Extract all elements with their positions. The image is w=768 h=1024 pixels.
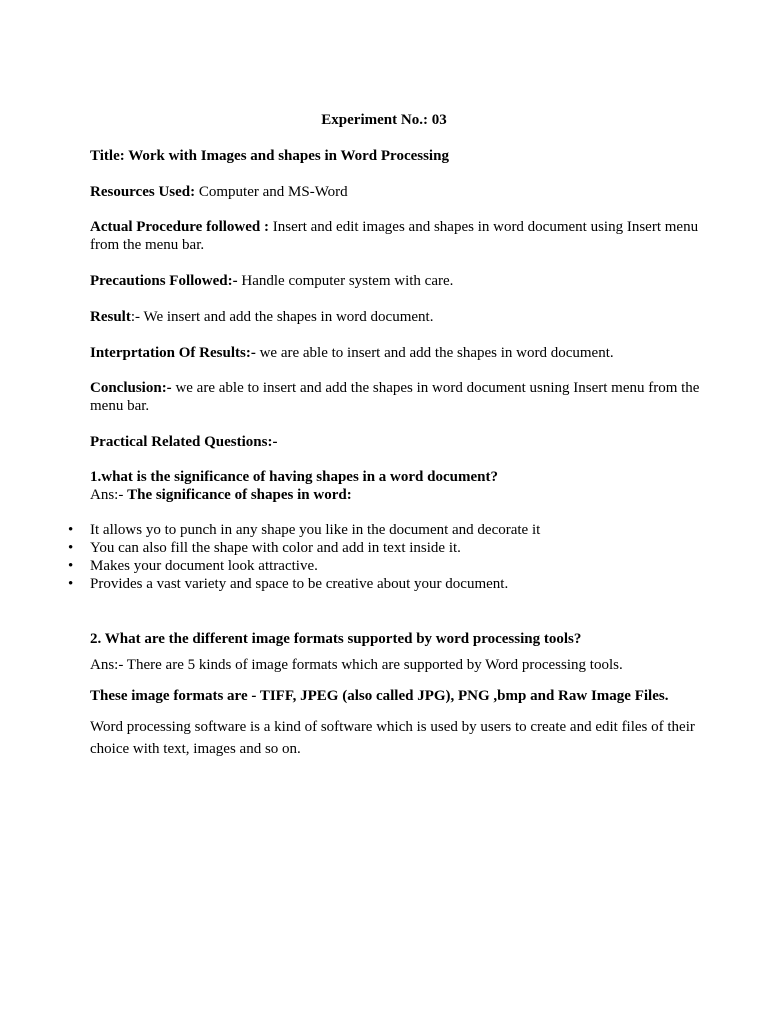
resources-text: Computer and MS-Word bbox=[195, 184, 348, 200]
bullet-icon: • bbox=[68, 522, 74, 538]
experiment-heading: Experiment No.: 03 bbox=[321, 112, 447, 128]
conclusion-text: we are able to insert and add the shapes in word document usning Insert menu from the menu bar. bbox=[90, 380, 700, 414]
precautions-label: Precautions Followed:- bbox=[90, 273, 238, 289]
closing-text: Word processing software is a kind of software which is used by users to create and edit files of their choice with text, images and so on. bbox=[90, 719, 695, 757]
resources-paragraph bbox=[90, 183, 710, 201]
practical-heading bbox=[90, 433, 710, 451]
image-formats bbox=[90, 687, 710, 705]
bullet-icon: • bbox=[68, 558, 74, 574]
image-formats-text: These image formats are - TIFF, JPEG (also called JPG), PNG ,bmp and Raw Image Files. bbox=[90, 688, 669, 704]
practical-heading-text: Practical Related Questions:- bbox=[90, 434, 278, 450]
procedure-paragraph bbox=[90, 218, 710, 254]
conclusion-label: Conclusion:- bbox=[90, 380, 172, 396]
list-item-text: Makes your document look attractive. bbox=[90, 558, 318, 574]
list-item-text: You can also fill the shape with color and add in text inside it. bbox=[90, 540, 461, 556]
closing-paragraph bbox=[90, 716, 710, 760]
interpretation-label: Interprtation Of Results:- bbox=[90, 345, 256, 361]
document-title-text: Title: Work with Images and shapes in Word Processing bbox=[90, 148, 449, 164]
bullet-icon: • bbox=[68, 576, 74, 592]
answer-1-prefix: Ans:- bbox=[90, 487, 128, 503]
answer-1 bbox=[90, 486, 710, 504]
result-text: :- We insert and add the shapes in word document. bbox=[130, 309, 434, 325]
interpretation-text: we are able to insert and add the shapes in word document. bbox=[255, 345, 614, 361]
list-item bbox=[68, 557, 710, 575]
procedure-text: Insert and edit images and shapes in word document using Insert menu from the menu bar. bbox=[90, 219, 699, 253]
precautions-text: Handle computer system with care. bbox=[237, 273, 454, 289]
answer-1-heading: The significance of shapes in word: bbox=[127, 487, 352, 503]
question-2 bbox=[90, 630, 710, 648]
significance-list bbox=[68, 521, 710, 593]
result-paragraph bbox=[90, 308, 710, 326]
list-item-text: It allows yo to punch in any shape you like in the document and decorate it bbox=[90, 522, 541, 538]
interpretation-paragraph bbox=[90, 344, 710, 362]
list-item bbox=[68, 539, 710, 557]
procedure-label: Actual Procedure followed : bbox=[90, 219, 269, 235]
list-item bbox=[68, 575, 710, 593]
result-label: Result bbox=[90, 309, 131, 325]
answer-2-text: Ans:- There are 5 kinds of image formats which are supported by Word processing tools. bbox=[90, 657, 623, 673]
conclusion-paragraph bbox=[90, 379, 710, 415]
list-item bbox=[68, 521, 710, 539]
question-1-text: 1.what is the significance of having shapes in a word document? bbox=[90, 469, 498, 485]
question-1 bbox=[90, 468, 710, 486]
resources-label: Resources Used: bbox=[90, 184, 196, 200]
question-2-text: 2. What are the different image formats supported by word processing tools? bbox=[90, 631, 582, 647]
list-item-text: Provides a vast variety and space to be creative about your document. bbox=[90, 576, 509, 592]
document-title bbox=[90, 147, 710, 165]
precautions-paragraph bbox=[90, 272, 710, 290]
answer-2 bbox=[90, 656, 710, 674]
bullet-icon: • bbox=[68, 540, 74, 556]
